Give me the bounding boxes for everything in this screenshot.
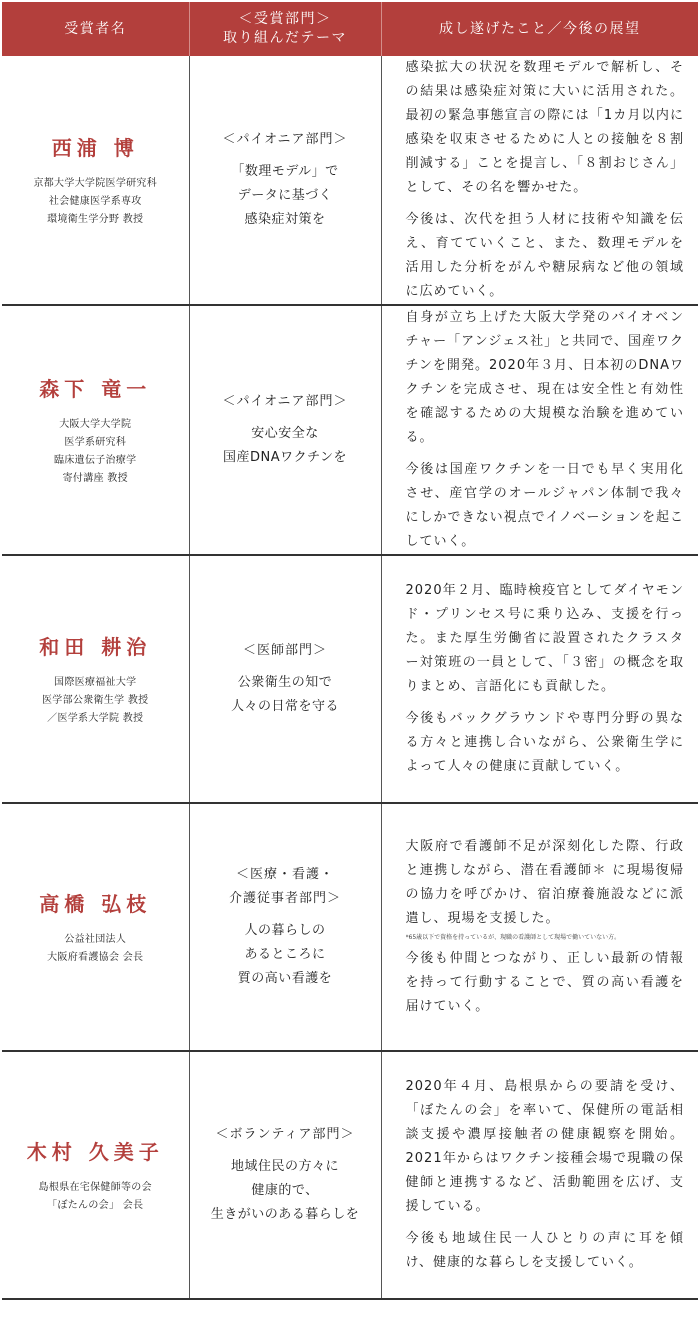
header-awardee: 受賞者名 — [2, 2, 189, 56]
affiliation-line: 寄付講座 教授 — [62, 472, 128, 484]
achievement-outlook-cell — [381, 1051, 698, 1299]
category-theme-cell — [189, 56, 381, 305]
table-row — [2, 1051, 698, 1299]
theme-block — [190, 422, 381, 470]
affiliation-line: 大阪府看護協会 会長 — [47, 951, 144, 963]
category-theme-cell — [189, 555, 381, 803]
achievement-text: 2020年４月、島根県からの要請を受け、「ぼたんの会」を率いて、保健所の電話相談支援や濃厚接触者の健康観察を開始。2021年からはワクチン接種会場で現職の保健師と連携するなど、活動範囲を広げ、支援している。 — [405, 1079, 684, 1214]
affiliation-line: 社会健康医学系専攻 — [48, 195, 142, 207]
affiliation-line: 島根県在宅保健師等の会 — [38, 1181, 152, 1193]
theme-line: あるところに — [244, 947, 326, 962]
header-achievements-outlook: 成し遂げたこと／今後の展望 — [381, 2, 698, 56]
theme-line: 感染症対策を — [244, 212, 326, 227]
achievement-text: 大阪府で看護師不足が深刻化した際、行政と連携しながら、潜在看護師＊ に現場復帰の協力を呼びかけ、宿泊療養施設などに派遣し、現場を支援した。 — [405, 839, 684, 926]
table-row — [2, 555, 698, 803]
table-header-row — [2, 2, 698, 56]
awardee-cell — [2, 1051, 189, 1299]
award-category: ＜医師部門＞ — [242, 643, 327, 658]
affiliation-line: ／医学系大学院 教授 — [47, 712, 144, 724]
awards-table — [2, 2, 698, 1300]
awardee-name: 西浦 博 — [51, 135, 139, 160]
outlook-text: 今後は国産ワクチンを一日でも早く実用化させ、産官学のオールジャパン体制で我々にしかできない視点でイノベーションを起こしていく。 — [405, 462, 684, 549]
awardee-cell — [2, 555, 189, 803]
header-category-label: ＜受賞部門＞ — [238, 11, 332, 27]
awardee-name: 高橋 弘枝 — [39, 891, 152, 916]
theme-line: 生きがいのある暮らしを — [210, 1207, 360, 1222]
awardee-rows — [2, 56, 698, 1299]
theme-line: 地域住民の方々に — [230, 1159, 339, 1174]
affiliation-line: 大阪大学大学院 — [59, 418, 132, 430]
theme-block — [190, 671, 381, 719]
affiliation-line: 環境衛生学分野 教授 — [47, 213, 144, 225]
table-row — [2, 56, 698, 305]
affiliation-line: 公益社団法人 — [64, 933, 127, 945]
theme-line: 質の高い看護を — [237, 971, 333, 986]
affiliation-line: 医学系研究科 — [64, 436, 127, 448]
category-theme-cell — [189, 1051, 381, 1299]
achievement-outlook-cell — [381, 56, 698, 305]
award-category: ＜ボランティア部門＞ — [215, 1127, 355, 1142]
theme-block — [190, 160, 381, 232]
theme-line: データに基づく — [237, 188, 333, 203]
table-row — [2, 305, 698, 555]
award-category: ＜パイオニア部門＞ — [222, 132, 348, 147]
achievement-outlook-cell — [381, 555, 698, 803]
outlook-text: 今後も地域住民一人ひとりの声に耳を傾け、健康的な暮らしを支援していく。 — [405, 1231, 684, 1270]
achievement-text: 感染拡大の状況を数理モデルで解析し、その結果は感染症対策に大いに活用された。最初の緊急事態宣言の際には「1カ月以内に感染を収束させるために人との接触を８割削減する」ことを提言し、「８割おじさん」として、その名を響かせた。 — [405, 60, 684, 195]
awardee-name: 木村 久美子 — [26, 1139, 164, 1164]
theme-line: 健康的で、 — [251, 1183, 319, 1198]
affiliation-line: 京都大学大学院医学研究科 — [33, 177, 158, 189]
achievement-outlook-cell — [381, 305, 698, 555]
header-theme-label: 取り組んだテーマ — [223, 30, 347, 46]
theme-block — [190, 919, 381, 991]
header-category-theme — [189, 2, 381, 56]
category-theme-cell — [189, 305, 381, 555]
affiliation-line: 国際医療福祉大学 — [54, 676, 137, 688]
awardee-name: 森下 竜一 — [39, 376, 152, 401]
affiliation-line: 「ぼたんの会」 会長 — [47, 1199, 144, 1211]
awardee-cell — [2, 56, 189, 305]
awardee-name: 和田 耕治 — [39, 634, 152, 659]
theme-line: 安心安全な — [251, 426, 319, 441]
category-theme-cell — [189, 803, 381, 1051]
outlook-text: 今後も仲間とつながり、正しい最新の情報を持って行動することで、質の高い看護を届けていく。 — [405, 951, 684, 1014]
award-category: 介護従事者部門＞ — [228, 891, 341, 906]
footnote: *65歳以下で資格を持っているが、現職の看護師として現場で働いていない方。 — [405, 934, 621, 941]
theme-line: 「数理モデル」で — [231, 164, 339, 179]
theme-line: 人々の日常を守る — [230, 699, 339, 714]
affiliation-line: 医学部公衆衛生学 教授 — [42, 694, 149, 706]
affiliation-line: 臨床遺伝子治療学 — [54, 454, 137, 466]
theme-line: 人の暮らしの — [244, 923, 326, 938]
achievement-text: 2020年２月、臨時検疫官としてダイヤモンド・プリンセス号に乗り込み、支援を行った。また厚生労働省に設置されたクラスター対策班の一員として、「３密」の概念を取りまとめ、言語化にも貢献した。 — [405, 583, 684, 694]
outlook-text: 今後もバックグラウンドや専門分野の異なる方々と連携し合いながら、公衆衛生学によって人々の健康に貢献していく。 — [405, 711, 684, 774]
theme-line: 国産DNAワクチンを — [223, 450, 347, 465]
outlook-text: 今後は、次代を担う人材に技術や知識を伝え、育てていくこと、また、数理モデルを活用した分析をがんや糖尿病など他の領域に広めていく。 — [405, 212, 684, 299]
awardee-cell — [2, 803, 189, 1051]
award-category: ＜パイオニア部門＞ — [222, 394, 348, 409]
achievement-text: 自身が立ち上げた大阪大学発のバイオベンチャー「アンジェス社」と共同で、国産ワクチンを開発。2020年３月、日本初のDNAワクチンを完成させ、現在は安全性と有効性を確認するための大規模な治験を進めている。 — [405, 310, 684, 445]
theme-line: 公衆衛生の知で — [237, 675, 333, 690]
awardee-cell — [2, 305, 189, 555]
achievement-outlook-cell — [381, 803, 698, 1051]
theme-block — [190, 1155, 381, 1227]
award-category: ＜医療・看護・ — [235, 867, 334, 882]
table-row — [2, 803, 698, 1051]
